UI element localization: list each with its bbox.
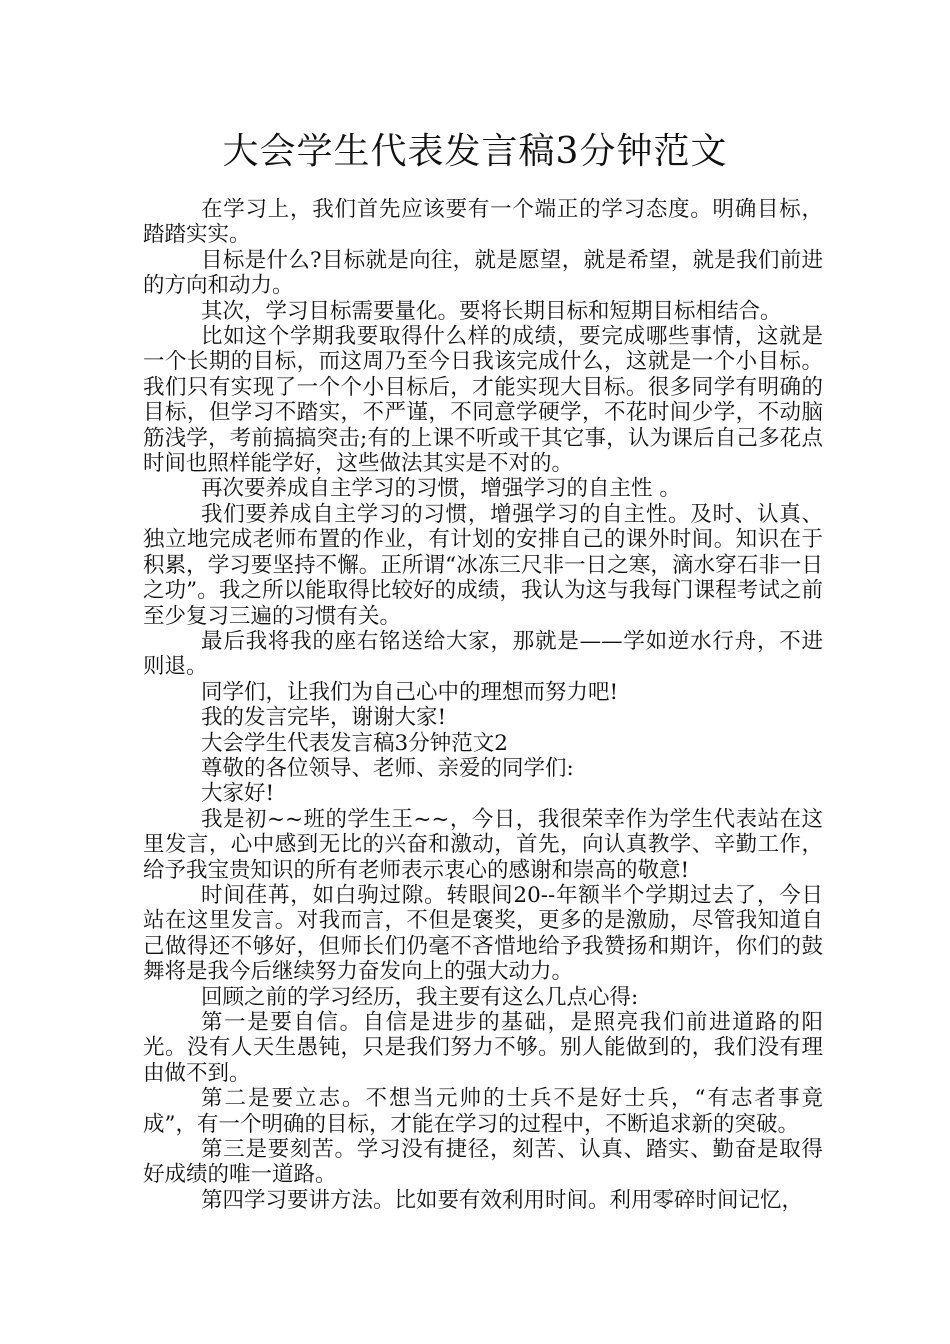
paragraph: 其次，学习目标需要量化。要将长期目标和短期目标相结合。 — [201, 298, 782, 324]
salutation: 尊敬的各位领导、老师、亲爱的同学们: — [201, 755, 574, 781]
paragraph: 目标是什么?目标就是向往，就是愿望，就是希望，就是我们前进的方向和动力。 — [143, 247, 823, 299]
paragraph: 在学习上，我们首先应该要有一个端正的学习态度。明确目标，踏踏实实。 — [143, 197, 823, 248]
paragraph: 同学们，让我们为自己心中的理想而努力吧! — [201, 679, 619, 705]
section-heading: 大会学生代表发言稿3分钟范文2 — [201, 730, 508, 756]
paragraph: 最后我将我的座右铭送给大家，那就是——学如逆水行舟，不进则退。 — [143, 628, 823, 680]
paragraph: 第一是要自信。自信是进步的基础，是照亮我们前进道路的阳光。没有人天生愚钝，只是我们努力不够。别人能做到的，我们没有理由做不到。 — [143, 1010, 823, 1086]
paragraph: 第二是要立志。不想当元帅的士兵不是好士兵，“有志者事竟成”，有一个明确的目标，才能在学习的过程中，不断追求新的突破。 — [143, 1086, 823, 1137]
paragraph: 我们要养成自主学习的习惯，增强学习的自主性。及时、认真、独立地完成老师布置的作业，有计划的安排自己的课外时间。知识在于积累，学习要坚持不懈。正所谓“冰冻三尺非一日之寒，滴水穿石非一日之功”。我之所以能取得比较好的成绩，我认为这与我每门课程考试之前至少复习三遍的习惯有关。 — [143, 501, 823, 629]
paragraph: 比如这个学期我要取得什么样的成绩，要完成哪些事情，这就是一个长期的目标，而这周乃至今日我该完成什么，这就是一个小目标。我们只有实现了一个个小目标后，才能实现大目标。很多同学有明确的目标，但学习不踏实，不严谨，不同意学硬学，不花时间少学，不动脑筋浅学，考前搞搞突击;有的上课不听或干其它事，认为课后自己多花点时间也照样能学好，这些做法其实是不对的。 — [143, 324, 823, 477]
paragraph: 我是初~~班的学生王~~，今日，我很荣幸作为学生代表站在这里发言，心中感到无比的兴奋和激动，首先，向认真教学、辛勤工作，给予我宝贵知识的所有老师表示衷心的感谢和崇高的敬意! — [143, 806, 823, 883]
greeting: 大家好! — [201, 781, 275, 807]
document-title: 大会学生代表发言稿3分钟范文 — [222, 131, 728, 172]
paragraph: 回顾之前的学习经历，我主要有这么几点心得: — [201, 984, 639, 1010]
paragraph: 我的发言完毕，谢谢大家! — [201, 705, 447, 731]
paragraph: 第四学习要讲方法。比如要有效利用时间。利用零碎时间记忆， — [201, 1187, 804, 1213]
paragraph: 第三是要刻苦。学习没有捷径，刻苦、认真、踏实、勤奋是取得好成绩的唯一道路。 — [143, 1137, 823, 1188]
paragraph: 再次要养成自主学习的习惯，增强学习的自主性 。 — [201, 476, 681, 502]
paragraph: 时间荏苒，如白驹过隙。转眼间20--年额半个学期过去了，今日站在这里发言。对我而言，不但是褒奖，更多的是激励，尽管我知道自己做得还不够好，但师长们仍毫不吝惜地给予我赞扬和期许，你们的鼓舞将是我今后继续努力奋发向上的强大动力。 — [143, 882, 823, 985]
document-body — [143, 197, 823, 1213]
